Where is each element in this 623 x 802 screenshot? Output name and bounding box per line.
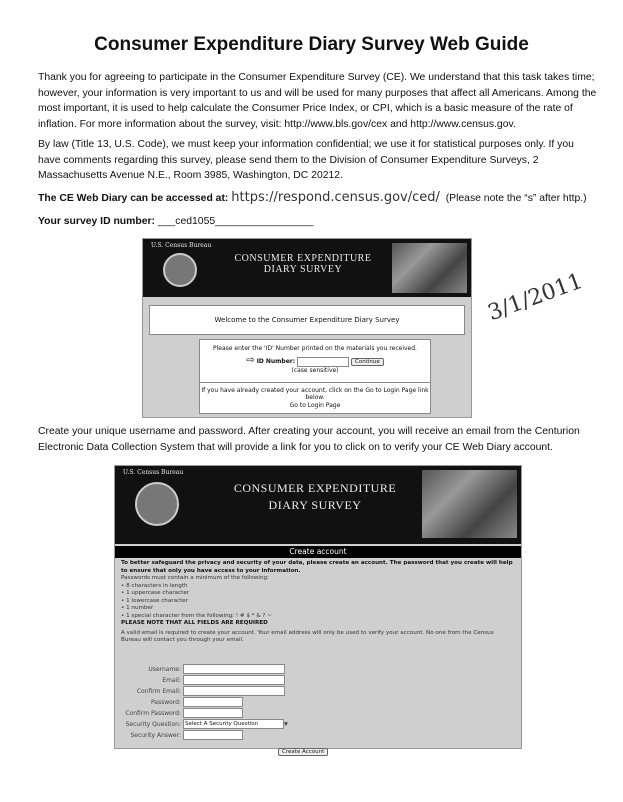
banner-title-line1: CONSUMER EXPENDITURE: [234, 253, 372, 264]
password-rule: • 8 characters in length: [121, 582, 188, 589]
login-box: [199, 382, 431, 414]
login-screenshot: [142, 238, 472, 418]
banner-title: [233, 253, 373, 275]
login-note: If you have already created your account, click on the Go to Login Page link below.: [201, 387, 429, 401]
confirm-email-row: Confirm Email:: [115, 686, 285, 696]
username-input[interactable]: [183, 664, 285, 674]
security-question-select[interactable]: Select A Security Question: [183, 719, 284, 729]
username-row: Username:: [115, 664, 285, 674]
confirm-email-input[interactable]: [183, 686, 285, 696]
handwritten-date: 3/1/2011: [484, 268, 587, 327]
confirm-password-row: Confirm Password:: [115, 708, 243, 718]
id-label: Your survey ID number:: [38, 216, 156, 227]
password-rules-title: Passwords must contain a minimum of the following:: [121, 575, 269, 581]
create-account-paragraph: Create your unique username and password. After creating your account, you will receive an email from the Centurion Electronic Data Collection System that will provide a link for you to click on to verify your CE Web Diary account.: [38, 426, 580, 453]
id-number-input[interactable]: [297, 357, 349, 367]
security-answer-input[interactable]: [183, 730, 243, 740]
banner-title: [225, 480, 405, 514]
photo-collage: [422, 470, 517, 538]
chevron-down-icon[interactable]: ▼: [284, 721, 288, 728]
agency-name: U.S. Census Bureau: [151, 242, 212, 249]
password-rule: • 1 lowercase character: [121, 597, 189, 604]
intro-paragraph: Thank you for agreeing to participate in the Consumer Expenditure Survey (CE). We understand that this task takes time; however, your information is very important to us and will be used for many purposes that affect all Americans. Among the most important, it is used to help calculate the Consumer Price Index, or CPI, which is a basic measure of the rate of inflation. For more information about the survey, visit: http://www.bls.gov/cex and http://www.census.gov.: [38, 72, 597, 130]
id-value: ___ced1055_________________: [157, 216, 314, 227]
confirm-password-input[interactable]: [183, 708, 243, 718]
page-title: Consumer Expenditure Diary Survey Web Guide: [94, 34, 529, 55]
census-seal-icon: [135, 482, 179, 526]
access-note: (Please note the “s” after http.): [445, 193, 587, 204]
access-line: [38, 190, 598, 207]
create-account-screenshot: [114, 465, 522, 755]
welcome-box: Welcome to the Consumer Expenditure Diary Survey: [149, 305, 465, 335]
agency-name: U.S. Census Bureau: [123, 469, 184, 476]
case-note: (case sensitive): [291, 366, 339, 374]
password-input[interactable]: [183, 697, 243, 707]
required-note: PLEASE NOTE THAT ALL FIELDS ARE REQUIRED: [121, 620, 268, 626]
banner: [115, 466, 521, 544]
go-to-login-link[interactable]: Go to Login Page: [289, 402, 341, 409]
create-account-button[interactable]: Create Account: [278, 748, 328, 756]
password-rule: • 1 uppercase character: [121, 590, 190, 596]
access-label: The CE Web Diary can be accessed at:: [38, 193, 229, 204]
security-question-row: Security Question: Select A Security Question ▼: [125, 720, 288, 728]
create-account-header: Create account: [115, 546, 521, 558]
password-rule: • 1 number: [121, 605, 154, 611]
password-row: Password:: [115, 697, 243, 707]
confidentiality-paragraph: By law (Title 13, U.S. Code), we must keep your information confidential; we use it for statistical purposes only. If you have comments regarding this survey, please send them to the Division of Consumer Expenditure Surveys, 2 Massachusetts Avenue N.E., Room 3985, Washington, DC 20212.: [38, 139, 574, 181]
id-number-label: ID Number:: [256, 358, 296, 365]
banner-title-line2: DIARY SURVEY: [263, 264, 343, 275]
banner-title-line2: DIARY SURVEY: [268, 498, 362, 512]
photo-collage: [392, 243, 467, 293]
continue-button[interactable]: Continue: [351, 358, 384, 366]
email-input[interactable]: [183, 675, 285, 685]
security-answer-row: Security Answer:: [115, 730, 243, 740]
arrow-right-icon: ⇨: [246, 355, 255, 366]
banner-title-line1: CONSUMER EXPENDITURE: [233, 481, 397, 495]
id-line: [38, 214, 598, 230]
access-url[interactable]: https://respond.census.gov/ced/: [231, 190, 440, 205]
password-rule: • 1 special character from the following: ! # $ * & ? ~: [121, 612, 272, 619]
email-note: A valid email is required to create your account. Your email address will only be used to verify your account. No one from the Census Bureau will contact you through your email.: [121, 629, 494, 643]
id-instruction: Please enter the 'ID' Number printed on the materials you received.: [213, 345, 417, 352]
email-row: Email:: [115, 675, 285, 685]
privacy-intro: To better safeguard the privacy and security of your data, please create an account. The password that you create will help to ensure that only you have access to your information.: [121, 560, 513, 574]
census-seal-icon: [163, 253, 197, 287]
banner: [143, 239, 471, 297]
id-entry-box: [199, 339, 431, 383]
